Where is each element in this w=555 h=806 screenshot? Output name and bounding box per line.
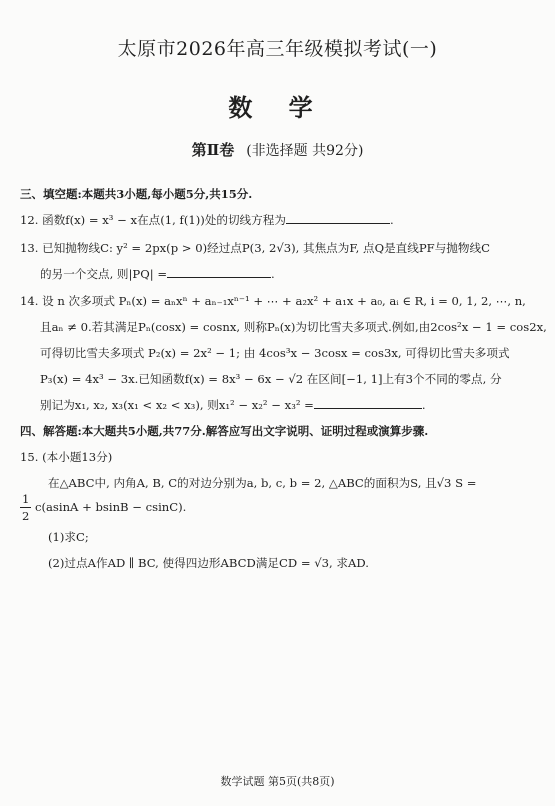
- question-14-line4: P₃(x) = 4x³ − 3x.已知函数f(x) = 8x³ − 6x − √2 在区间[−1, 1]上有3个不同的零点, 分: [40, 372, 502, 386]
- question-15-line1: 在△ABC中, 内角A, B, C的对边分别为a, b, c, b = 2, △ABC的面积为S, 且√3 S =: [48, 476, 477, 490]
- page-footer: 数学试题 第5页(共8页): [220, 775, 335, 788]
- subject-title: 数 学: [228, 93, 327, 122]
- question-13-line1: 13. 已知抛物线C: y² = 2px(p > 0)经过点P(3, 2√3), 其焦点为F, 点Q是直线PF与抛物线C: [20, 241, 490, 255]
- question-12-end: .: [389, 213, 394, 227]
- answer-blank-13[interactable]: [167, 267, 271, 278]
- question-14-end: .: [421, 398, 426, 412]
- section-heading-fill-in: 三、填空题:本题共3小题,每小题5分,共15分.: [20, 187, 253, 201]
- question-13-end: .: [271, 267, 275, 281]
- question-15-line2: c(asinA + bsinB − csinC).: [35, 500, 187, 514]
- volume-heading: [0, 139, 555, 160]
- question-14-line5: [40, 397, 426, 413]
- question-13-line2: [40, 266, 275, 282]
- question-14-line3: 可得切比雪夫多项式 P₂(x) = 2x² − 1; 由 4cos³x − 3cosx = cos3x, 可得切比雪夫多项式: [40, 346, 510, 360]
- question-15-label: 15. (本小题13分): [20, 450, 113, 464]
- question-12: [20, 212, 394, 228]
- answer-blank-12[interactable]: [286, 213, 390, 224]
- question-14-line5-text: 别记为x₁, x₂, x₃(x₁ < x₂ < x₃), 则x₁² − x₂² − x₃² =: [40, 398, 314, 412]
- question-13-line2-text: 的另一个交点, 则|PQ| =: [40, 267, 168, 281]
- fraction-numerator: 1: [22, 492, 30, 506]
- question-14-line2: 且aₙ ≠ 0.若其满足Pₙ(cosx) = cosnx, 则称Pₙ(x)为切比雪夫多项式.例如,由2cos²x − 1 = cos2x,: [40, 320, 547, 334]
- fraction-bar: [20, 507, 31, 508]
- exam-title: 太原市2026年高三年级模拟考试(一): [117, 38, 438, 60]
- question-15-part1: (1)求C;: [48, 530, 89, 544]
- answer-blank-14[interactable]: [314, 398, 422, 409]
- fraction-denominator: 2: [22, 509, 30, 523]
- section-heading-answer: 四、解答题:本大题共5小题,共77分.解答应写出文字说明、证明过程或演算步骤.: [20, 424, 429, 438]
- question-12-text: 12. 函数f(x) = x³ − x在点(1, f(1))处的切线方程为: [20, 213, 286, 227]
- volume-note: (非选择题 共92分): [246, 143, 364, 159]
- volume-name: 第Ⅱ卷: [191, 141, 235, 159]
- question-14-line1: 14. 设 n 次多项式 Pₙ(x) = aₙxⁿ + aₙ₋₁xⁿ⁻¹ + ⋯ + a₂x² + a₁x + a₀, aᵢ ∈ R, i = 0, 1, 2, ⋯, n,: [20, 294, 526, 308]
- question-15-part2: (2)过点A作AD ∥ BC, 使得四边形ABCD满足CD = √3, 求AD.: [48, 556, 369, 570]
